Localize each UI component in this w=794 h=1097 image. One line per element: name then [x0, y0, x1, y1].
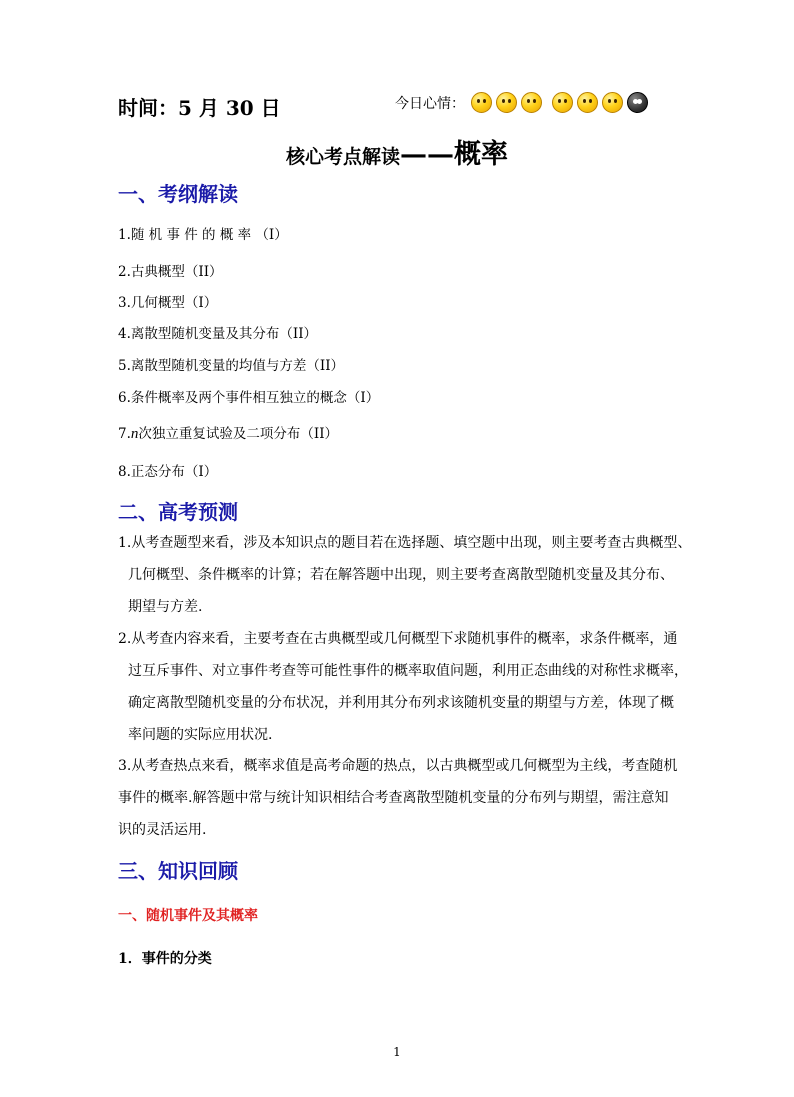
- p2-line-3: 确定离散型随机变量的分布状况，并利用其分布列求该随机变量的期望与方差，体现了概: [128, 695, 674, 711]
- prediction-paragraph-1: [118, 527, 692, 623]
- p1-line-1: 1.从考查题型来看，涉及本知识点的题目若在选择题、填空题中出现，则主要考查古典概型、: [118, 535, 692, 551]
- p3-line-1: 3.从考查热点来看，概率求值是高考命题的热点，以古典概型或几何概型为主线，考查随机: [118, 758, 678, 774]
- p2-line-4: 率问题的实际应用状况.: [128, 727, 273, 743]
- p2-line-1: 2.从考查内容来看，主要考查在古典概型或几何概型下求随机事件的概率，求条件概率，通: [118, 631, 678, 647]
- item7-variable: n: [130, 426, 139, 442]
- document-title: [0, 132, 794, 171]
- prediction-paragraph-3: [118, 750, 684, 846]
- owl-icon: [627, 92, 648, 113]
- title-part1: 核心考点解读: [285, 146, 400, 168]
- p2-line-2: 过互斥事件、对立事件考查等可能性事件的概率取值问题，利用正态曲线的对称性求概率，: [128, 663, 688, 679]
- section1-heading: 一、考纲解读: [118, 182, 238, 206]
- p1-line-3: 期望与方差.: [128, 599, 203, 615]
- p3-line-3: 识的灵活运用.: [118, 822, 207, 838]
- syllabus-item-4: 4.离散型随机变量及其分布（II）: [118, 326, 318, 342]
- subsection-heading-random-events: 一、随机事件及其概率: [118, 908, 258, 924]
- date-header: 时间：5 月 30 日: [118, 96, 281, 120]
- frustrated-icon: [577, 92, 598, 113]
- smirk-icon: [602, 92, 623, 113]
- angel-icon: [521, 92, 542, 113]
- item7-text: 次独立重复试验及二项分布（II）: [138, 426, 339, 442]
- p3-line-2: 事件的概率.解答题中常与统计知识相结合考查离散型随机变量的分布列与期望，需注意知: [118, 790, 669, 806]
- item7-number: 7.: [118, 426, 131, 442]
- syllabus-item-5: 5.离散型随机变量的均值与方差（II）: [118, 358, 345, 374]
- syllabus-item-3: 3.几何概型（I）: [118, 295, 218, 311]
- section2-heading: 二、高考预测: [118, 500, 238, 524]
- syllabus-item-8: 8.正态分布（I）: [118, 464, 218, 480]
- title-part2: ——概率: [400, 139, 508, 170]
- mood-label: 今日心情：: [395, 95, 465, 112]
- smile-icon: [471, 92, 492, 113]
- mood-row: [395, 92, 652, 113]
- syllabus-item-6: 6.条件概率及两个事件相互独立的概念（I）: [118, 390, 380, 406]
- grin-icon: [496, 92, 517, 113]
- syllabus-item-7: [118, 422, 338, 443]
- p1-line-2: 几何概型、条件概率的计算；若在解答题中出现，则主要考查离散型随机变量及其分布、: [128, 567, 674, 583]
- syllabus-item-2: 2.古典概型（II）: [118, 264, 223, 280]
- page-number: 1: [393, 1045, 401, 1059]
- syllabus-item-1: 1.随 机 事 件 的 概 率 （I）: [118, 227, 288, 243]
- subsection-heading-event-classification: 1．事件的分类: [118, 951, 212, 967]
- section3-heading: 三、知识回顾: [118, 859, 238, 883]
- thinking-icon: [552, 92, 573, 113]
- prediction-paragraph-2: [118, 623, 688, 751]
